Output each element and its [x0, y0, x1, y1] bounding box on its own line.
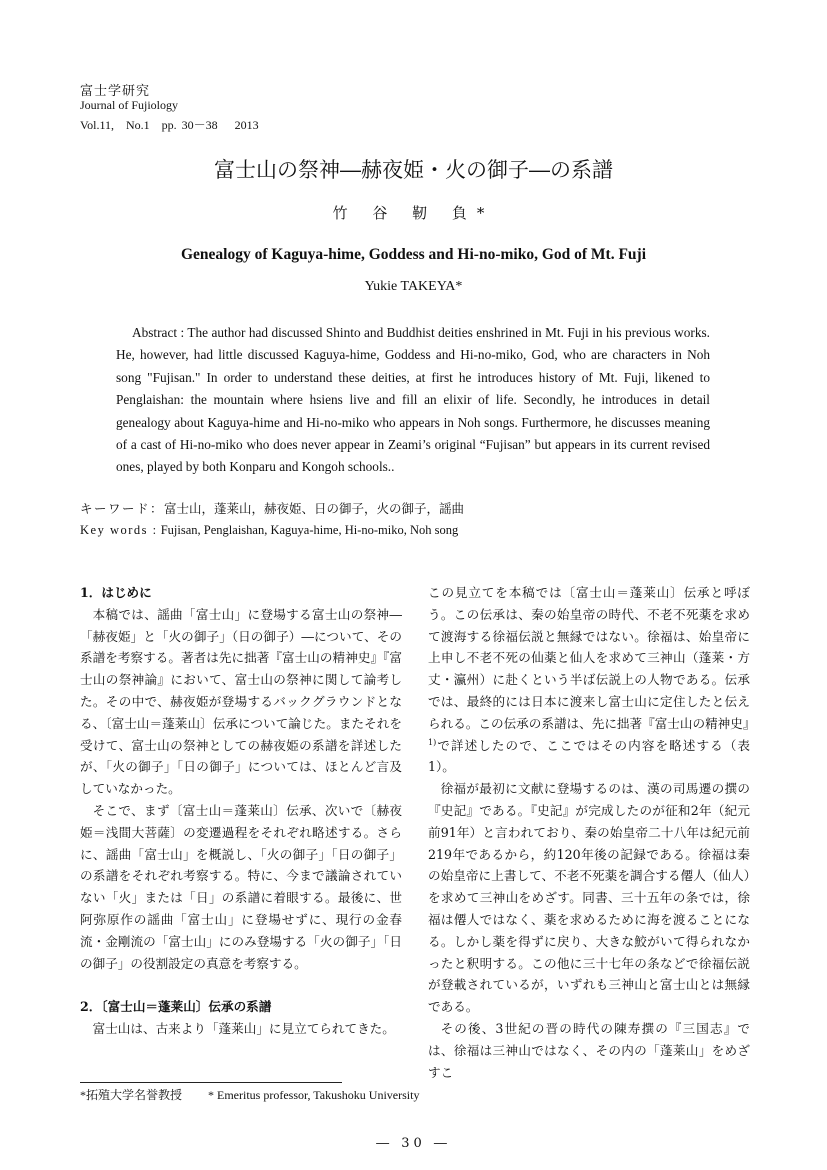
- body-text: この見立てを本稿では〔富士山＝蓬莱山〕伝承と呼ぼう。この伝承は、秦の始皇帝の時代、不老不死薬を求めて渡海する徐福伝説と無縁ではない。徐福は、始皇帝に上申し不老不死の仙薬と仙人を求めて三神山（蓬莱・方丈・瀛州）に赴くという半ば伝説上の人物である。伝承では、最終的には日本に渡来し富士山に定住したと伝えられる。この伝承の系譜は、先に拙著『富士山の精神史』: [428, 585, 756, 731]
- footnote-rule: [80, 1082, 342, 1083]
- paper-title-en: Genealogy of Kaguya-hime, Goddess and Hi-no-miko, God of Mt. Fuji: [180, 246, 647, 263]
- page-number: ― 30 ―: [376, 1136, 451, 1151]
- paper-title-jp: 富士山の祭神―赫夜姫・火の御子―の系譜: [214, 158, 613, 182]
- body-paragraph: そこで、まず〔富士山＝蓬莱山〕伝承、次いで〔赫夜姫＝浅間大菩薩〕の変遷過程をそれぞれ略述する。さらに、謡曲「富士山」を概説し、「火の御子」「日の御子」の系譜をそれぞれ考察する。特に、今まで議論されていない「火」または「日」の系譜に着眼する。最後に、世阿弥原作の謡曲「富士山」に登場せずに、現行の金春流・金剛流の「富士山」にのみ登場する「火の御子」「日の御子」の役割設定の真意を考察する。: [80, 802, 403, 971]
- keywords-en-text: Fujisan, Penglaishan, Kaguya-hime, Hi-no-miko, Noh song: [160, 523, 459, 537]
- author-name-jp: 竹 谷 靭 負*: [332, 204, 495, 222]
- body-text: で詳述したので、ここではその内容を略述する（表1）。: [428, 737, 750, 775]
- body-column-right: [428, 582, 756, 1083]
- body-paragraph: 本稿では、謡曲「富士山」に登場する富士山の祭神―「赫夜姫」と「火の御子」（日の御子）―について、その系譜を考察する。著者は先に拙著『富士山の精神史』『富士山の祭神論』において、富士山の祭神に関して論考した。その中で、赫夜姫が登場するバックグラウンドとなる、〔富士山＝蓬莱山〕伝承について論じた。またそれを受けて、富士山の祭神としての赫夜姫の系譜を詳述したが、「火の御子」「日の御子」については、ほとんど言及していなかった。: [80, 606, 402, 797]
- body-column-left: [80, 582, 402, 1040]
- body-paragraph: 富士山は、古来より「蓬莱山」に見立てられてきた。: [92, 1020, 395, 1036]
- footnote: [80, 1086, 419, 1103]
- keywords-jp-text: 富士山，蓬莱山，赫夜姫、日の御子，火の御子，謡曲: [164, 501, 465, 516]
- journal-title-en: Journal of Fujiology: [80, 98, 178, 112]
- abstract: Abstract : The author had discussed Shinto and Buddhist deities enshrined in Mt. Fuji in his previous works. He, however, had little discussed Kaguya-hime, Goddess and Hi-no-miko, God, who are characters in Noh song "Fujisan." In order to understand these deities, at first he introduces history of Mt. Fuji, likened to Penglaishan: the mountain where hsiens live and fill an elixir of life. Secondly, he introduces in detail genealogy about Kaguya-hime and Hi-no-miko who appears in Noh songs. Furthermore, he discusses meaning of a cast of Hi-no-miko who does never appear in Zeami’s original “Fujisan” but appears in its current revised ones, played by both Konparu and Kongoh schools..: [116, 325, 710, 475]
- keywords-jp-label: キーワード：: [80, 501, 165, 516]
- keywords-en: [80, 523, 458, 538]
- author-name-en: Yukie TAKEYA*: [364, 279, 463, 294]
- footnote-affiliation-jp: *拓殖大学名誉教授: [80, 1088, 183, 1102]
- journal-volume: Vol.11, No.1 pp. 30－38 2013: [80, 118, 259, 132]
- body-paragraph: 徐福が最初に文献に登場するのは、漢の司馬遷の撰の『史記』である。『史記』が完成したのが征和2年（紀元前91年）と言われており、秦の始皇帝二十八年は紀元前219年であるから，約120年後の記録である。徐福は秦の始皇帝に上書して、不老不死薬を調合する僊人（仙人）を求めて三神山をめざす。同書、三十五年の条では，徐福は僊人ではなく、薬を求めるために海を渡ることになる。しかし薬を得ずに戻り、大きな鮫がいて得られなかったと釈明する。この他に三十七年の条などで徐福伝説が登載されているが，いずれも三神山と富士山とは無縁である。: [428, 781, 750, 1015]
- keywords-jp: [80, 499, 464, 517]
- section-heading-introduction: 1．はじめに: [80, 585, 152, 600]
- journal-title-jp: 富士学研究: [80, 84, 151, 99]
- keywords-en-label: Key words :: [80, 523, 158, 537]
- footnote-affiliation-en: * Emeritus professor, Takushoku University: [208, 1088, 420, 1102]
- body-paragraph: [428, 582, 756, 778]
- section-heading-legend-genealogy: 2．〔富士山＝蓬莱山〕伝承の系譜: [80, 999, 272, 1015]
- reference-marker: 1): [428, 737, 437, 747]
- body-paragraph: その後、3世紀の晋の時代の陳寿撰の『三国志』では、徐福は三神山ではなく、その内の「蓬莱山」をめざすこ: [428, 1020, 750, 1080]
